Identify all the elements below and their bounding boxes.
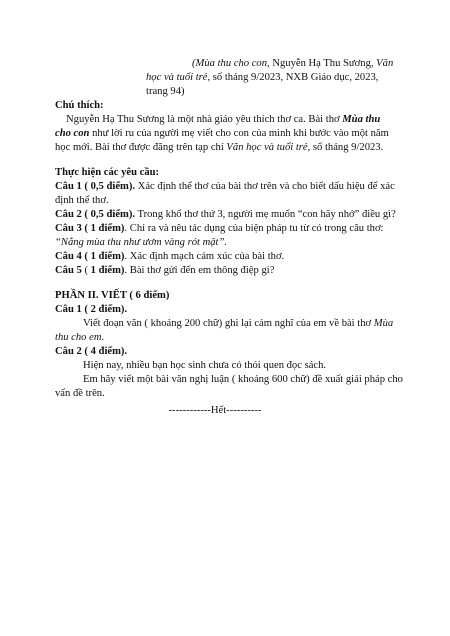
note-line-2: cho con như lời ru của người mẹ viết cho con của mình khi bước vào một năm [55,128,389,139]
question-4: Câu 4 ( 1 điểm). Xác định mạch cảm xúc của bài thơ. [55,251,285,262]
end-mark: ------------Hết---------- [168,405,262,416]
question-5: Câu 5 ( 1 điểm). Bài thơ gửi đến em thông điệp gì? [55,265,275,276]
question-3-quote: “Nắng mùa thu như ươm vàng rót mật”. [55,237,228,248]
note-line-3: học mới. Bài thơ được đăng trên tạp chí Văn học và tuổi trẻ, số tháng 9/2023. [55,142,384,153]
writing-heading: PHẦN II. VIẾT ( 6 điểm) [55,290,170,301]
writing-question-2: Câu 2 ( 4 điểm). [55,346,128,357]
note-line-1: Nguyễn Hạ Thu Sương là một nhà giáo yêu thích thơ ca. Bài thơ Mùa thu [66,114,381,125]
writing-question-1-cont: thu cho em. [55,332,105,343]
writing-question-2-text-2: Em hãy viết một bài văn nghị luận ( khoảng 600 chữ) đề xuất giải pháp cho [83,374,403,385]
question-1-cont: định thể thơ. [55,195,109,206]
question-1: Câu 1 ( 0,5 điểm). Xác định thể thơ của bài thơ trên và cho biết dấu hiệu để xác [55,181,395,192]
source-magazine: học và tuổi trẻ [146,72,208,83]
note-heading: Chú thích: [55,100,104,111]
question-3: Câu 3 ( 1 điểm). Chỉ ra và nêu tác dụng của biện pháp tu từ có trong câu thơ: [55,223,384,234]
writing-question-1-text: Viết đoạn văn ( khoảng 200 chữ) ghi lại cảm nghĩ của em về bài thơ Mùa [83,318,394,329]
writing-question-2-text-3: vấn đề trên. [55,388,105,399]
tasks-heading: Thực hiện các yêu cầu: [55,167,160,178]
source-poem-title: (Mùa thu cho con [192,58,268,69]
writing-question-1: Câu 1 ( 2 điểm). [55,304,128,315]
document-page: (Mùa thu cho con, Nguyễn Hạ Thu Sương, Văn học và tuổi trẻ, số tháng 9/2023, NXB Giáo dục, 2023, trang 94) Chú thích: Nguyễn Hạ Thu Sương là một nhà giáo yêu thích thơ ca. Bài thơ Mùa thu cho con như lời ru của người mẹ viết cho con của mình khi bước vào một năm học mới. Bài thơ được đăng trên tạp chí Văn học và tuổi trẻ, số tháng 9/2023. Thực hiện các yêu cầu: Câu 1 ( 0,5 điểm). Xác định thể thơ của bài thơ trên và cho biết dấu hiệu để xác định thể thơ. Câu 2 ( 0,5 điểm). Trong khổ thơ thứ 3, người mẹ muốn “con hãy nhớ” điều gì? Câu 3 ( 1 điểm). Chỉ ra và nêu tác dụng của biện pháp tu từ có trong câu thơ: “Nắng mùa thu như ươm vàng rót mật”. Câu 4 ( 1 điểm). Xác định mạch cảm xúc của bài thơ. Câu 5 ( 1 điểm). Bài thơ gửi đến em thông điệp gì? PHẦN II. VIẾT ( 6 điểm) Câu 1 ( 2 điểm). Viết đoạn văn ( khoảng 200 chữ) ghi lại cảm nghĩ của em về bài thơ Mùa thu cho em. Câu 2 ( 4 điểm). Hiện nay, nhiều bạn học sinh chưa có thói quen đọc sách. Em hãy viết một bài văn nghị luận ( khoảng 600 chữ) đề xuất giải pháp cho vấn đề trên. ------------Hết---------- [0,0,450,636]
writing-question-2-text-1: Hiện nay, nhiều bạn học sinh chưa có thói quen đọc sách. [83,360,327,371]
question-2: Câu 2 ( 0,5 điểm). Trong khổ thơ thứ 3, người mẹ muốn “con hãy nhớ” điều gì? [55,209,396,220]
